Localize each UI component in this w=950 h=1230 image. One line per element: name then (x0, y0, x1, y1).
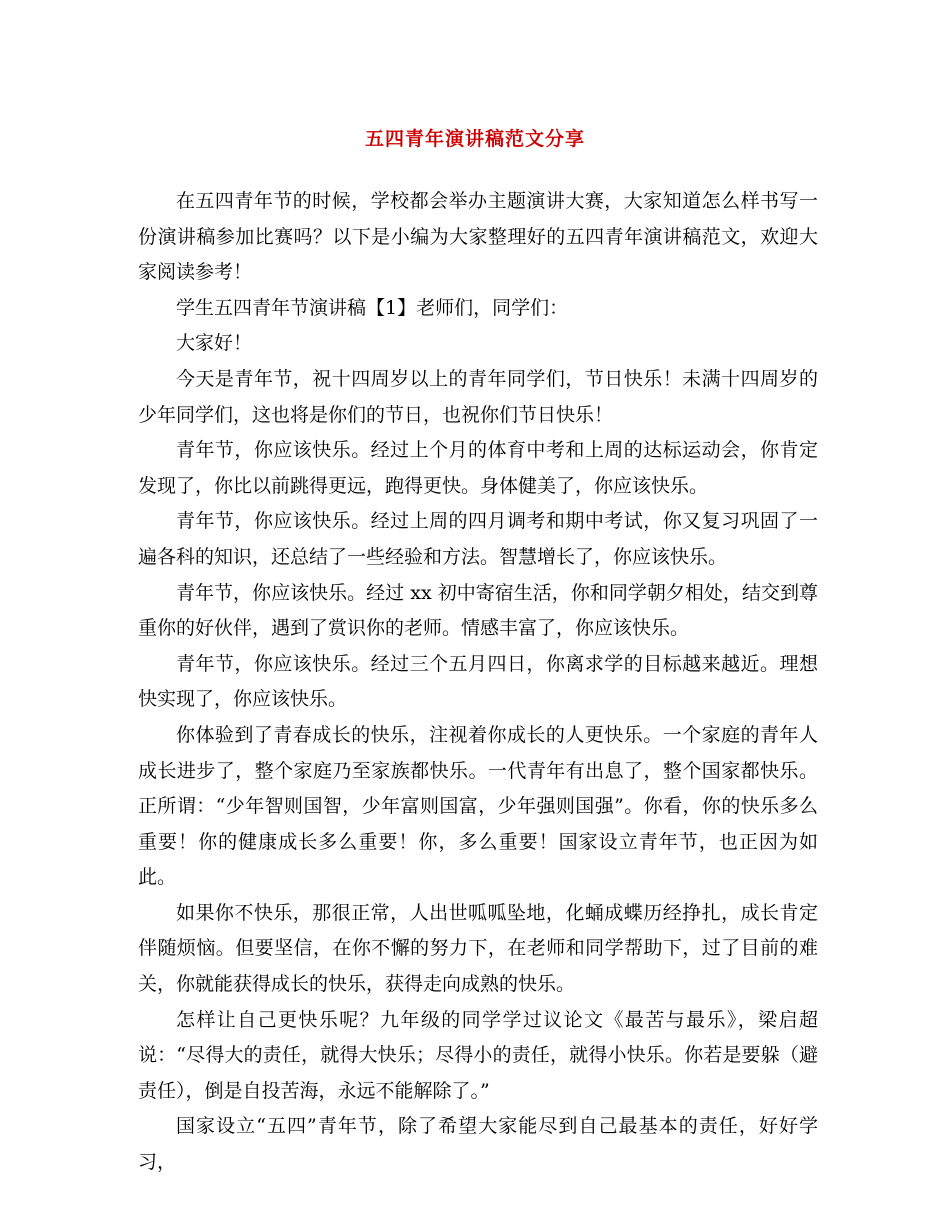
document-body (138, 184, 818, 1181)
paragraph-greeting: 大家好！ (176, 332, 253, 355)
paragraph: 青年节，你应该快乐。经过上周的四月调考和期中考试，你又复习巩固了一遍各科的知识，还总结了一些经验和方法。智慧增长了，你应该快乐。 (138, 510, 818, 568)
paragraph-intro: 在五四青年节的时候，学校都会举办主题演讲大赛，大家知道怎么样书写一份演讲稿参加比赛吗？以下是小编为大家整理好的五四青年演讲稿范文，欢迎大家阅读参考！ (138, 190, 818, 284)
paragraph: 如果你不快乐，那很正常，人出世呱呱坠地，化蛹成蝶历经挣扎，成长肯定伴随烦恼。但要坚信，在你不懈的努力下，在老师和同学帮助下，过了目前的难关，你就能获得成长的快乐，获得走向成熟的快乐。 (138, 901, 818, 996)
paragraph-speech-heading: 学生五四青年节演讲稿【1】老师们，同学们： (176, 296, 569, 319)
paragraph: 青年节，你应该快乐。经过 xx 初中寄宿生活，你和同学朝夕相处，结交到尊重你的好伙伴，遇到了赏识你的老师。情感丰富了，你应该快乐。 (138, 581, 818, 640)
paragraph: 怎样让自己更快乐呢？九年级的同学学过议论文《最苦与最乐》，梁启超说：“尽得大的责任，就得大快乐；尽得小的责任，就得小快乐。你若是要躲（避责任），倒是自投苦海，永远不能解除了。” (138, 1008, 818, 1102)
document-title: 五四青年演讲稿范文分享 (364, 128, 585, 150)
paragraph: 你体验到了青春成长的快乐，注视着你成长的人更快乐。一个家庭的青年人成长进步了，整个家庭乃至家族都快乐。一代青年有出息了，整个国家都快乐。正所谓：“少年智则国智，少年富则国富，少年强则国强”。你看，你的快乐多么重要！你的健康成长多么重要！你，多么重要！国家设立青年节，也正因为如此。 (138, 723, 818, 889)
paragraph: 青年节，你应该快乐。经过上个月的体育中考和上周的达标运动会，你肯定发现了，你比以前跳得更远，跑得更快。身体健美了，你应该快乐。 (138, 439, 818, 497)
paragraph: 国家设立“五四”青年节，除了希望大家能尽到自己最基本的责任，好好学习， (138, 1115, 818, 1174)
paragraph: 青年节，你应该快乐。经过三个五月四日，你离求学的目标越来越近。理想快实现了，你应该快乐。 (138, 652, 818, 711)
paragraph: 今天是青年节，祝十四周岁以上的青年同学们，节日快乐！未满十四周岁的少年同学们，这也将是你们的节日，也祝你们节日快乐！ (138, 367, 818, 426)
